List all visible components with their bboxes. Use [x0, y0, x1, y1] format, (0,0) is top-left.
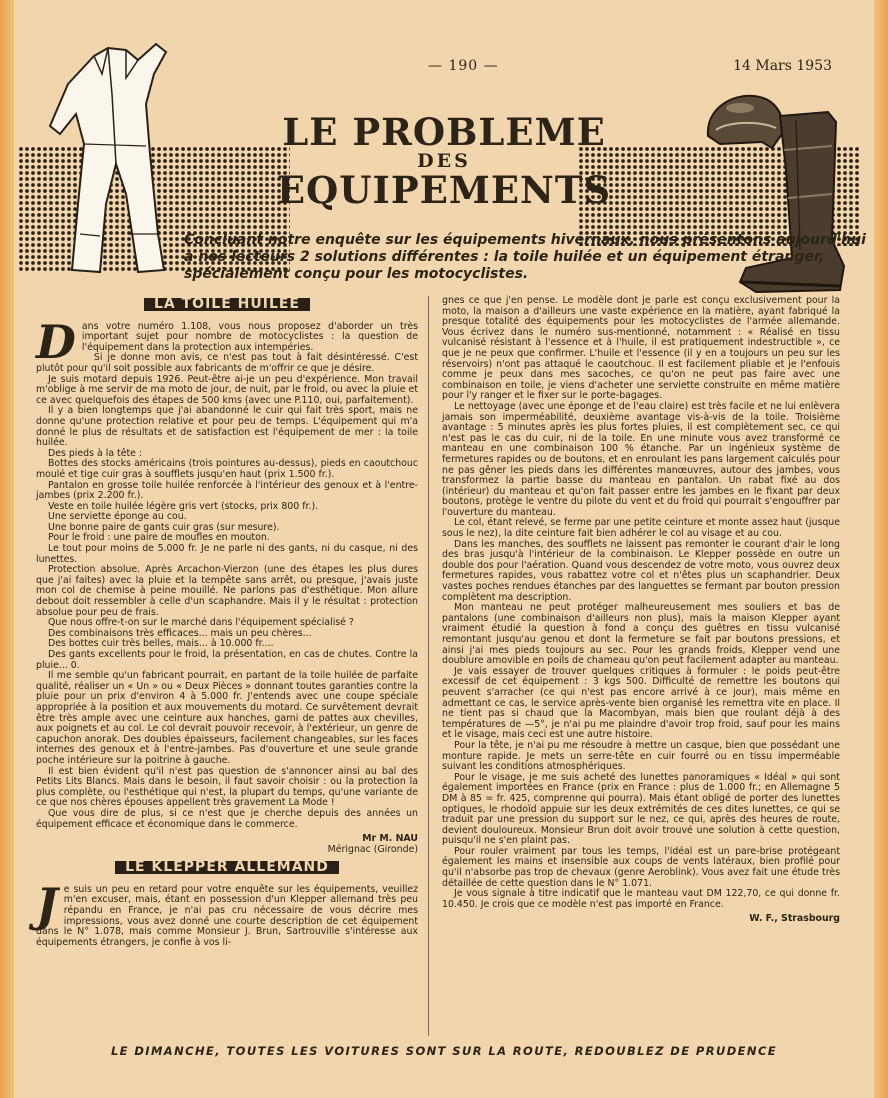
paragraph: Pour le froid : une paire de moufles en mouton.: [48, 532, 270, 544]
page-edge-right: [874, 0, 888, 1098]
dropcap: J: [36, 877, 58, 932]
paragraph: Que vous dire de plus, si ce n'est que je cherche depuis des années un équipement efficace et économique dans le commerce.: [36, 807, 418, 830]
paragraph: Pour rouler vraiment par tous les temps, l'idéal est un pare-brise protégeant également les mains et insensible aux coups de vents latéraux, bien profilé pour qu'il n'absorbe pas trop de chevaux (genre Aeroblink). Vous avez fait une étude très détaillée de cette question dans le N° 1.071.: [442, 845, 840, 889]
signature-location: Mérignac (Gironde): [327, 843, 418, 855]
paragraph: Pantalon en grosse toile huilée renforcée à l'intérieur des genoux et à l'entre-jambes (prix 2.200 fr.).: [36, 479, 418, 502]
paragraph-text: e suis un peu en retard pour votre enquête sur les équipements, veuillez m'en excuser, mais, étant en possession d'un Klepper allemand très peu répandu en France, je n'ai pas cru nécessaire de vous décrire mes impressions, vous avez donné une courte description de cet équipement dans le N° 1.078, mais comme Monsieur J. Brun, Sartrouville s'intéresse aux équipements étrangers, je confie à vos li-: [36, 883, 418, 948]
paragraph: Mon manteau ne peut protéger malheureusement mes souliers et bas de pantalons (une combinaison d'ailleurs non plus), mais la maison Klepper ayant vraiment étudié la question à fond a conçu des guêtres en tissu vulcanisé remontant jusqu'au genou et dont la fermeture se fait par boutons pressions, et ainsi j'ai mes pieds toujours au sec. Pour les grands froids, Klepper vend une doublure amovible en poils de chameau qu'on peut facilement adapter au manteau.: [442, 602, 840, 667]
dropcap: D: [36, 314, 76, 369]
paragraph: Pour la tête, je n'ai pu me résoudre à mettre un casque, bien que possédant une monture rapide. Je mets un serre-tête en cuir fourré ou en tissu imperméable suivant les conditions atmosphériques.: [442, 739, 840, 773]
paragraph: Des gants excellents pour le froid, la présentation, en cas de chutes. Contre la pluie... 0.: [36, 649, 418, 671]
column-left: [36, 296, 418, 948]
paragraph: Il y a bien longtemps que j'ai abandonné le cuir qui fait très sport, mais ne donne qu'une protection relative et pour peu de temps. L'équipement qui m'a donné le plus de résultats et de satisfaction est l'équipement de mer : la toile huilée.: [36, 405, 418, 449]
paragraph: Je vais essayer de trouver quelques critiques à formuler : le poids peut-être excessif de cet équipement : 3 kgs 500. Difficulté de remettre les boutons qui peuvent s'arracher (ce qui n'est pas encore arrivé à ce jour), mais même en admettant ce cas, le service après-vente bien organisé les remettra vite en place. Il ne tient pas si chaud que la Macombyan, mais bien que roulant déjà à des températures de —5°, je n'ai pu me plaindre d'avoir trop froid, sauf pour les mains et le visage, mais ceci est une autre histoire.: [442, 665, 840, 741]
signature: Mr M. NAU: [362, 833, 418, 845]
paragraph: Pour le visage, je me suis acheté des lunettes panoramiques « Idéal » qui sont également importées en France (prix en France : plus de 1.000 fr.; en Allemagne 5 DM à 85 = fr. 425, comprenne qui pourra). Mais étant obligé de porter des lunettes optiques, le rhodoïd appuie sur les deux extrémités de ces dites lunettes, ce qui se traduit par une pression du support sur le nez, ce qui, après des heures de route, devient douloureux. Monsieur Brun doit avoir trouvé une solution à cette question, puisqu'il ne s'en plaint pas.: [442, 771, 840, 847]
section-heading-toile: [36, 298, 418, 312]
issue-date: 14 Mars 1953: [733, 58, 832, 74]
section-heading-klepper-label: LE KLEPPER ALLEMAND: [115, 861, 339, 874]
paragraph: Le tout pour moins de 5.000 fr. Je ne parle ni des gants, ni du casque, ni des lunettes.: [36, 543, 418, 565]
paragraph: Je vous signale à titre indicatif que le manteau vaut DM 122,70, ce qui donne fr. 10.450. Je crois que ce modèle n'est pas importé en France.: [442, 888, 840, 910]
paragraph: Bottes des stocks américains (trois pointures au-dessus), pieds en caoutchouc moulé et tige cuir gras à soufflets jusqu'en haut (prix 1.500 fr.).: [36, 458, 418, 480]
paragraph: Si je donne mon avis, ce n'est pas tout à fait désintéressé. C'est plutôt pour qu'il soit possible aux fabricants de m'offrir ce que je désire.: [36, 352, 418, 374]
title-line-1: LE PROBLEME: [282, 110, 606, 154]
article-intro: Concluant notre enquête sur les équipements hivernaux, nous présentons aujourd'hui à nos lecteurs 2 solutions différentes : la toile huilée et un équipement étranger, spécialement conçu pour les motocyclistes.: [184, 232, 866, 282]
paragraph-text: ans votre numéro 1.108, vous nous proposez d'aborder un très important sujet pour nombre de motocyclistes : la question de l'équipement dans la protection aux intempéries.: [81, 320, 418, 353]
section-heading-toile-label: LA TOILE HUILEE: [144, 298, 310, 311]
paragraph: Le nettoyage (avec une éponge et de l'eau claire) est très facile et ne lui enlèvera jamais son imperméabilité, deuxième avantage vis-à-vis de la toile. Troisième avantage : 5 minutes après les plus fortes pluies, il est complètement sec, ce qui n'est pas le cas du cuir, ni de la toile. En une minute vous avez transformé ce manteau en une combinaison 100 % étanche. Par un ingénieux système de fermetures rapides ou de boutons, et en enroulant les pans largement calculés pour ne pas gêner les pieds dans les différentes manœuvres, autour des jambes, vous transformez la partie basse du manteau en pantalon. Un rabat fixé au dos (intérieur) du manteau et qu'on fait passer entre les jambes en le fixant par deux boutons, protège le ventre du pilote du vent et du froid qui pourrait s'engouffrer par l'ouverture du manteau.: [442, 400, 840, 518]
footer-slogan: LE DIMANCHE, TOUTES LES VOITURES SONT SUR LA ROUTE, REDOUBLEZ DE PRUDENCE: [110, 1044, 778, 1058]
paragraph: gnes ce que j'en pense. Le modèle dont je parle est conçu exclusivement pour la moto, la maison a d'ailleurs une vaste expérience en la matière, ayant fabriqué la presque totalité des équipements pour les motocyclistes de l'armée allemande. Vous écrivez dans le numéro sus-mentionné, notamment : « Réalisé en tissu vulcanisé résistant à l'essence et à l'huile, il est pratiquement indestructible », ce que je ne peux que confirmer. L'huile et l'essence (il y en a toujours un peu sur les réservoirs) n'ont pas attaqué le caoutchouc. Il est facilement pliable et je l'enfouis comme je peux dans mes sacoches, ce qu'on ne peut pas faire avec une combinaison en toile, je viens d'acheter une serviette construite en même matière pour l'y ranger et le fixer sur le porte-bagages.: [442, 295, 840, 402]
paragraph: Le col, étant relevé, se ferme par une petite ceinture et monte assez haut (jusque sous le nez), la dite ceinture fait bien adhérer le col au visage et au cou.: [442, 517, 840, 540]
paragraph: Je suis motard depuis 1926. Peut-être ai-je un peu d'expérience. Mon travail m'oblige à me servir de ma moto de jour, de nuit, par le froid, ou avec la pluie et ce avec quelquefois des étapes de 500 kms (avec une P.110, oui, parfaitement).: [36, 373, 418, 406]
magazine-page: [18, 0, 870, 1098]
signature: W. F., Strasbourg: [749, 913, 840, 925]
paragraph: Que nous offre-t-on sur le marché dans l'équipement spécialisé ?: [48, 617, 354, 629]
paragraph: Dans les manches, des soufflets ne laissent pas remonter le courant d'air le long des bras jusqu'à l'intérieur de la combinaison. Le Klepper possède en outre un double dos pour l'aération. Quand vous descendez de votre moto, vous ouvrez deux fermetures rapides, vous rabattez votre col et n'êtes plus un scaphandrier. Deux vastes poches rendues étanches par des languettes se fermant par bouton pression complètent ma description.: [442, 538, 840, 603]
paragraph: Des combinaisons très efficaces... mais un peu chères...: [48, 627, 312, 639]
column-right: [442, 296, 840, 925]
section-heading-klepper: [36, 861, 418, 875]
page-number: — 190 —: [428, 58, 499, 74]
title-line-3: EQUIPEMENTS: [276, 168, 612, 212]
paragraph: Il me semble qu'un fabricant pourrait, en partant de la toile huilée de parfaite qualité, réaliser un « Un » ou « Deux Pièces » donnant toutes garanties contre la pluie pour un prix d'environ 4 à 5.000 fr. J'entends avec une coupe spéciale appropriée à la position et aux mouvements du motard. Ce survêtement devrait être très ample avec une ceinture aux hanches, garni de pattes aux chevilles, aux poignets et au col. Le col devrait pouvoir recevoir, à l'extérieur, un genre de capuchon anorak. Des doubles épaisseurs, facilement changeables, sur les faces internes des genoux et à l'entre-jambes. Pas d'ouverture et une seule grande poche intérieure sur la poitrine à gauche.: [36, 670, 418, 766]
paragraph: Des pieds à la tête :: [48, 447, 143, 459]
page-edge-left: [0, 0, 14, 1098]
paragraph: [36, 877, 418, 949]
paragraph: Des bottes cuir très belles, mais... à 10.000 fr....: [48, 638, 274, 650]
paragraph: Il est bien évident qu'il n'est pas question de s'annoncer ainsi au bal des Petits Lits Blancs. Mais dans le besoin, il faut savoir choisir : ou la protection la plus complète, ou l'esthétique qui n'est, la plupart du temps, qu'une variante de ce que nos chères épouses appellent très gravement La Mode !: [36, 765, 418, 809]
column-divider: [428, 296, 429, 1036]
paragraph: Veste en toile huilée légère gris vert (stocks, prix 800 fr.).: [48, 500, 319, 512]
paragraph: Une serviette éponge au cou.: [48, 511, 187, 523]
title-line-2: DES: [417, 150, 471, 172]
paragraph: Une bonne paire de gants cuir gras (sur mesure).: [48, 521, 280, 533]
paragraph: Protection absolue. Après Arcachon-Vierzon (une des étapes les plus dures que j'ai faites) avec la pluie et la tempête sans arrêt, ou presque, j'avais juste mon col de chemise à peine mouillé. Ne parlons pas d'esthétique. Mon allure debout doit ressembler à celle d'un scaphandre. Mais il y le résultat : protection absolue pour peu de frais.: [36, 564, 418, 618]
